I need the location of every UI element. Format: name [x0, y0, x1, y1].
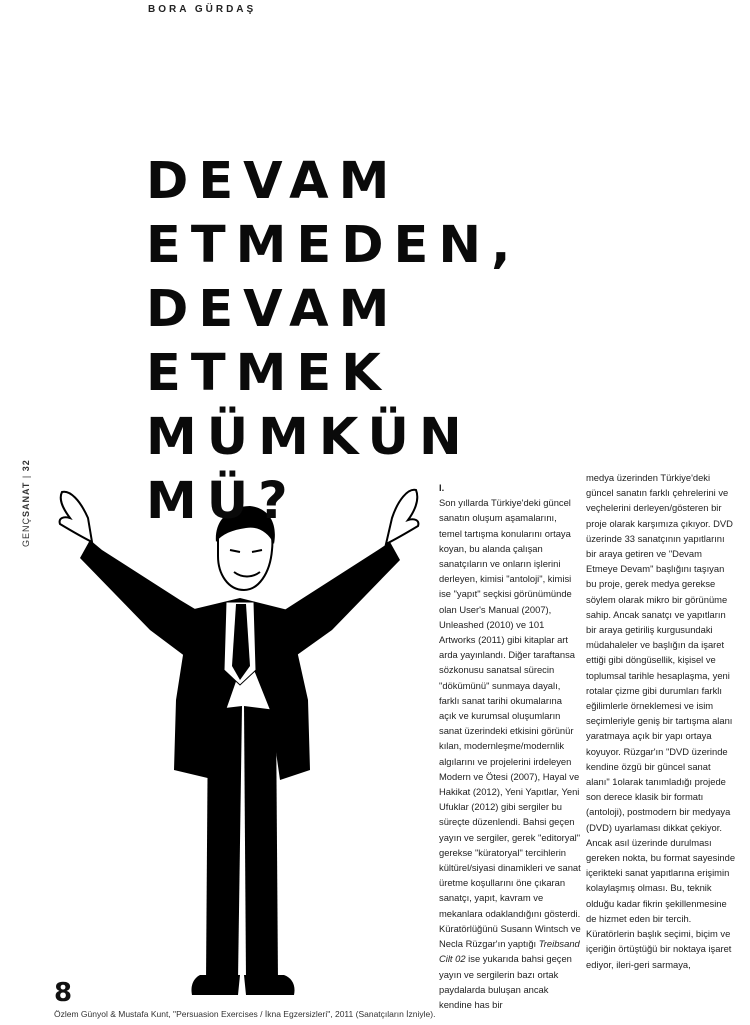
column-1-text-b: ise yukarıda bahsi geçen yayın ve sergilerin bazı ortak paydalarda buluşan ancak kendine has bir [439, 953, 572, 1010]
column-1-text [439, 495, 581, 1012]
section-number: I. [439, 482, 445, 493]
magazine-page: 32 [21, 459, 31, 472]
headline-line-2: ETMEDEN, [146, 216, 521, 275]
headline-line-5: MÜMKÜN [146, 408, 472, 467]
work-title: Treibsand Cilt 02 [439, 938, 580, 965]
author-name: BORA GÜRDAŞ [148, 4, 257, 15]
raised-arms-figure-illustration [40, 470, 440, 1010]
magazine-sidebar [21, 459, 31, 547]
headline [146, 150, 520, 534]
article-column-2 [586, 470, 736, 972]
image-caption: Özlem Günyol & Mustafa Kunt, "Persuasion Exercises / İkna Egzersizleri", 2011 (Sanatçıların İzniyle). [54, 1009, 436, 1019]
headline-line-1: DEVAM [146, 152, 400, 211]
headline-line-4: ETMEK [146, 344, 391, 403]
headline-line-6: MÜ? [146, 472, 298, 531]
article-column-1 [439, 480, 581, 1012]
page-number: 8 [54, 978, 73, 1008]
brand-pre: GENÇ [21, 516, 31, 547]
brand-separator: | [21, 471, 31, 482]
headline-line-3: DEVAM [146, 280, 400, 339]
brand-bold: SANAT [21, 481, 31, 517]
column-2-text: medya üzerinden Türkiye'deki güncel sanatın farklı çehrelerini ve veçhelerini derleyen/gösteren bir proje olarak karşımıza çıkıyor. DVD üzerinde 33 sanatçının yapıtlarını bir araya getiren ve "Devam Etmeye Devam" başlığını taşıyan bu proje, gerek medya gerekse söylem olarak mikro bir görünüme sahip. Ancak sanatçı ve yapıtların bir araya getiriliş kurgusundaki müdahaleler ve başlığın da işaret ettiği gibi döngüsellik, kişisel ve toplumsal tarihle hesaplaşma, yeni rotalar çizme gibi durumları farklı eğilimlerle örneklemesi ve isim seçimleriyle geniş bir tartışma alanı yaratmaya açık bir yapı ortaya koyuyor. Rüzgar'ın "DVD üzerinde kendine özgü bir güncel sanat alanı" 1olarak tanımladığı projede son derece klasik bir formatı (antoloji), postmodern bir medyaya (DVD) uyarlaması dikkat çekiyor. Ancak asıl üzerinde durulması gereken nokta, bu format sayesinde içerikteki sanat yapıtlarına erişimin kolaylaşmış olması. Bu, teknik olduğu kadar fikrin şekillenmesine de hizmet eden bir tercih. Küratörlerin başlık seçimi, biçim ve içeriğin örtüştüğü bir noktaya işaret ediyor, ileri-geri sarmaya, [586, 472, 736, 970]
column-1-text-a: Son yıllarda Türkiye'deki güncel sanatın oluşum aşamalarını, temel tartışma konularını ortaya koyan, bu alanda çalışan sanatçıların ve onların işlerini derleyen, kimisi "antoloji", kimisi ise "yapıt" seçkisi görünümünde olan User's Manual (2007), Unleashed (2010) ve 101 Artworks (2011) gibi kitaplar art arda yayınlandı. Diğer taraftansa sözkonusu sanatsal sürecin "dökümünü" sunmaya dayalı, farklı sanat tarihi okumalarına açık ve kurumsal oluşumların sanat üzerindeki etkisini görünür kılan, modernleşme/modernlik algılarını ve projelerini irdeleyen Modern ve Ötesi (2007), Hayal ve Hakikat (2012), Yeni Yapıtlar, Yeni Ufuklar (2012) gibi sergiler bu süreçte düzenlendi. Bahsi geçen yayın ve sergiler, gerek "editoryal" gerekse "küratoryal" tercihlerin kültürel/siyasi dinamikleri ve sanat üretme koşullarını öne çıkaran sanatçı, yapıt, kavram ve mekanlara odaklandığını gösterdi. Küratörlüğünü Susann Wintsch ve Necla Rüzgar'ın yaptığı [439, 497, 581, 950]
